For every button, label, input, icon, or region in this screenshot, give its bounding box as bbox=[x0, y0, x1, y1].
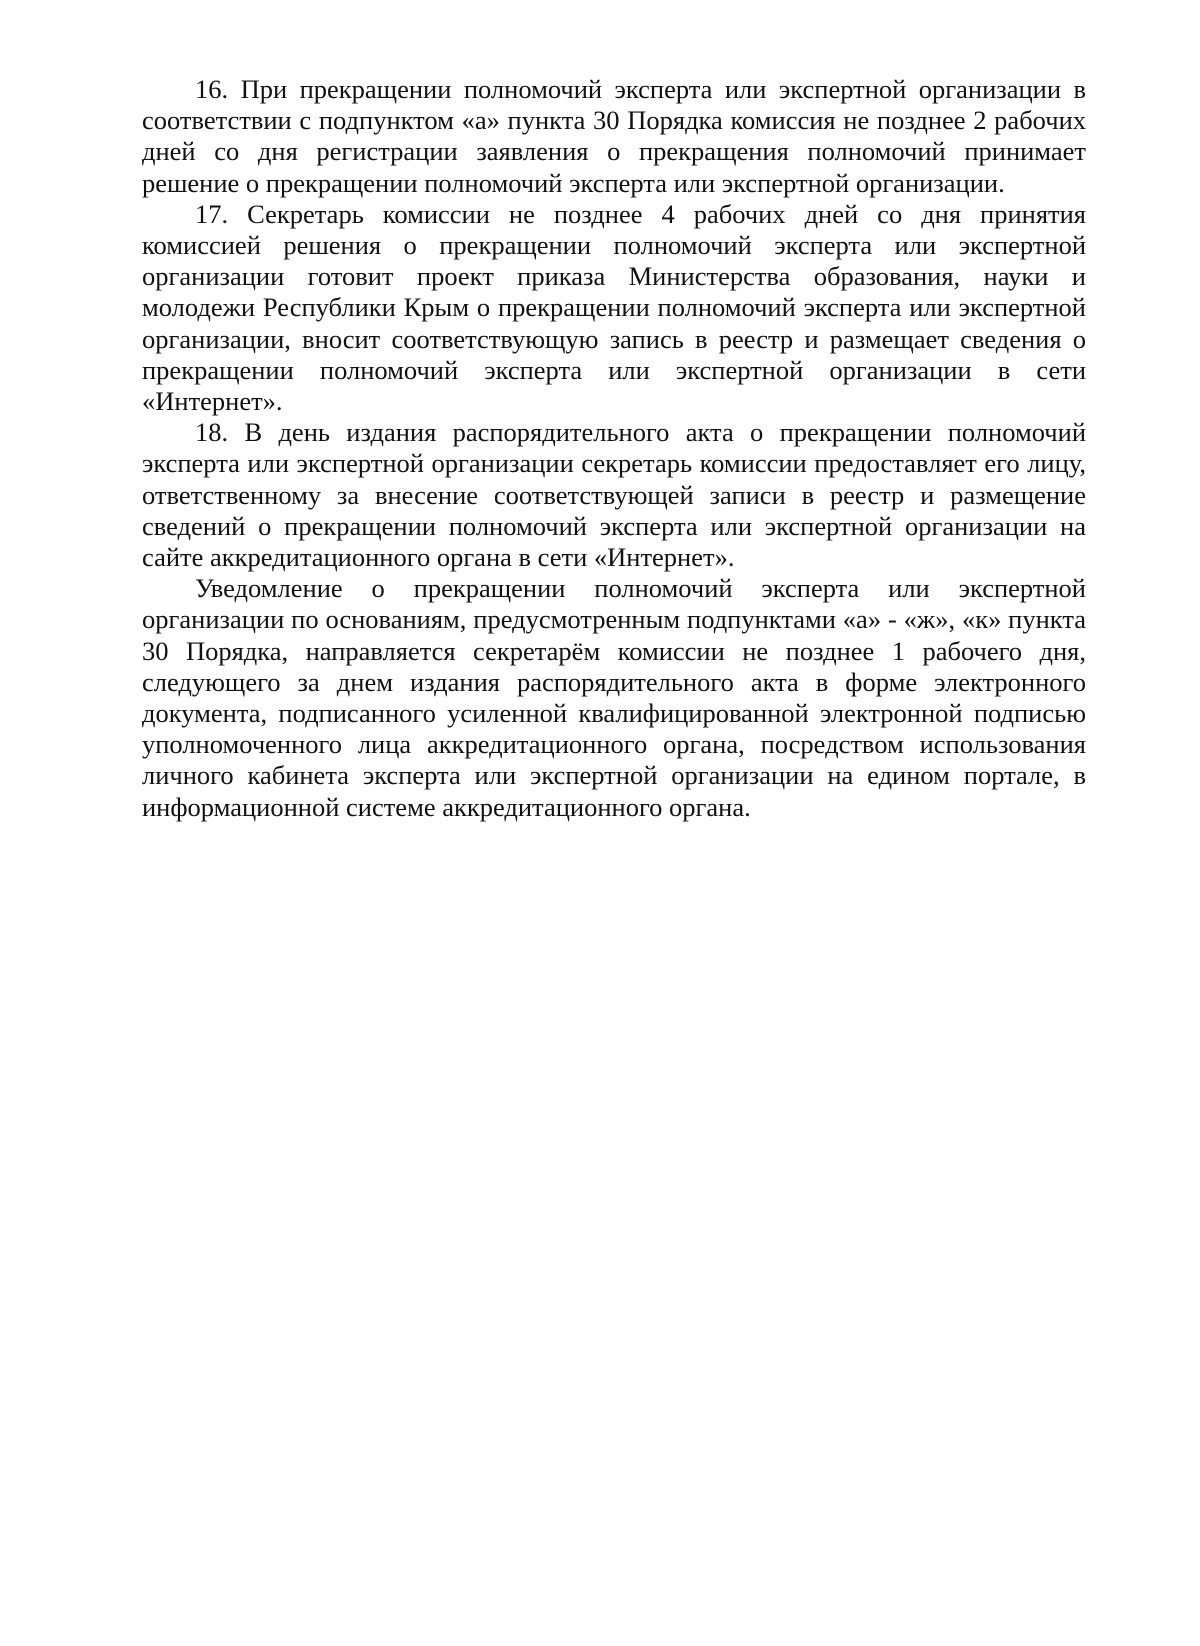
paragraph-16: 16. При прекращении полномочий эксперта или экспертной организации в соответствии с подпунктом «а» пункта 30 Порядка комиссия не позднее 2 рабочих дней со дня регистрации заявления о прекращения полномочий принимает решение о прекращении полномочий эксперта или экспертной организации. bbox=[142, 74, 1086, 198]
paragraph-17: 17. Секретарь комиссии не позднее 4 рабочих дней со дня принятия комиссией решения о прекращении полномочий эксперта или экспертной организации готовит проект приказа Министерства образования, науки и молодежи Республики Крым о прекращении полномочий эксперта или экспертной организации, вносит соответствующую запись в реестр и размещает сведения о прекращении полномочий эксперта или экспертной организации в сети «Интернет». bbox=[142, 198, 1086, 417]
paragraph-notification: Уведомление о прекращении полномочий эксперта или экспертной организации по основаниям, предусмотренным подпунктами «а» - «ж», «к» пункта 30 Порядка, направляется секретарём комиссии не позднее 1 рабочего дня, следующего за днем издания распорядительного акта в форме электронного документа, подписанного усиленной квалифицированной электронной подписью уполномоченного лица аккредитационного органа, посредством использования личного кабинета эксперта или экспертной организации на едином портале, в информационной системе аккредитационного органа. bbox=[142, 573, 1086, 822]
document-body bbox=[142, 74, 1086, 823]
paragraph-18: 18. В день издания распорядительного акта о прекращении полномочий эксперта или экспертной организации секретарь комиссии предоставляет его лицу, ответственному за внесение соответствующей записи в реестр и размещение сведений о прекращении полномочий эксперта или экспертной организации на сайте аккредитационного органа в сети «Интернет». bbox=[142, 417, 1086, 573]
